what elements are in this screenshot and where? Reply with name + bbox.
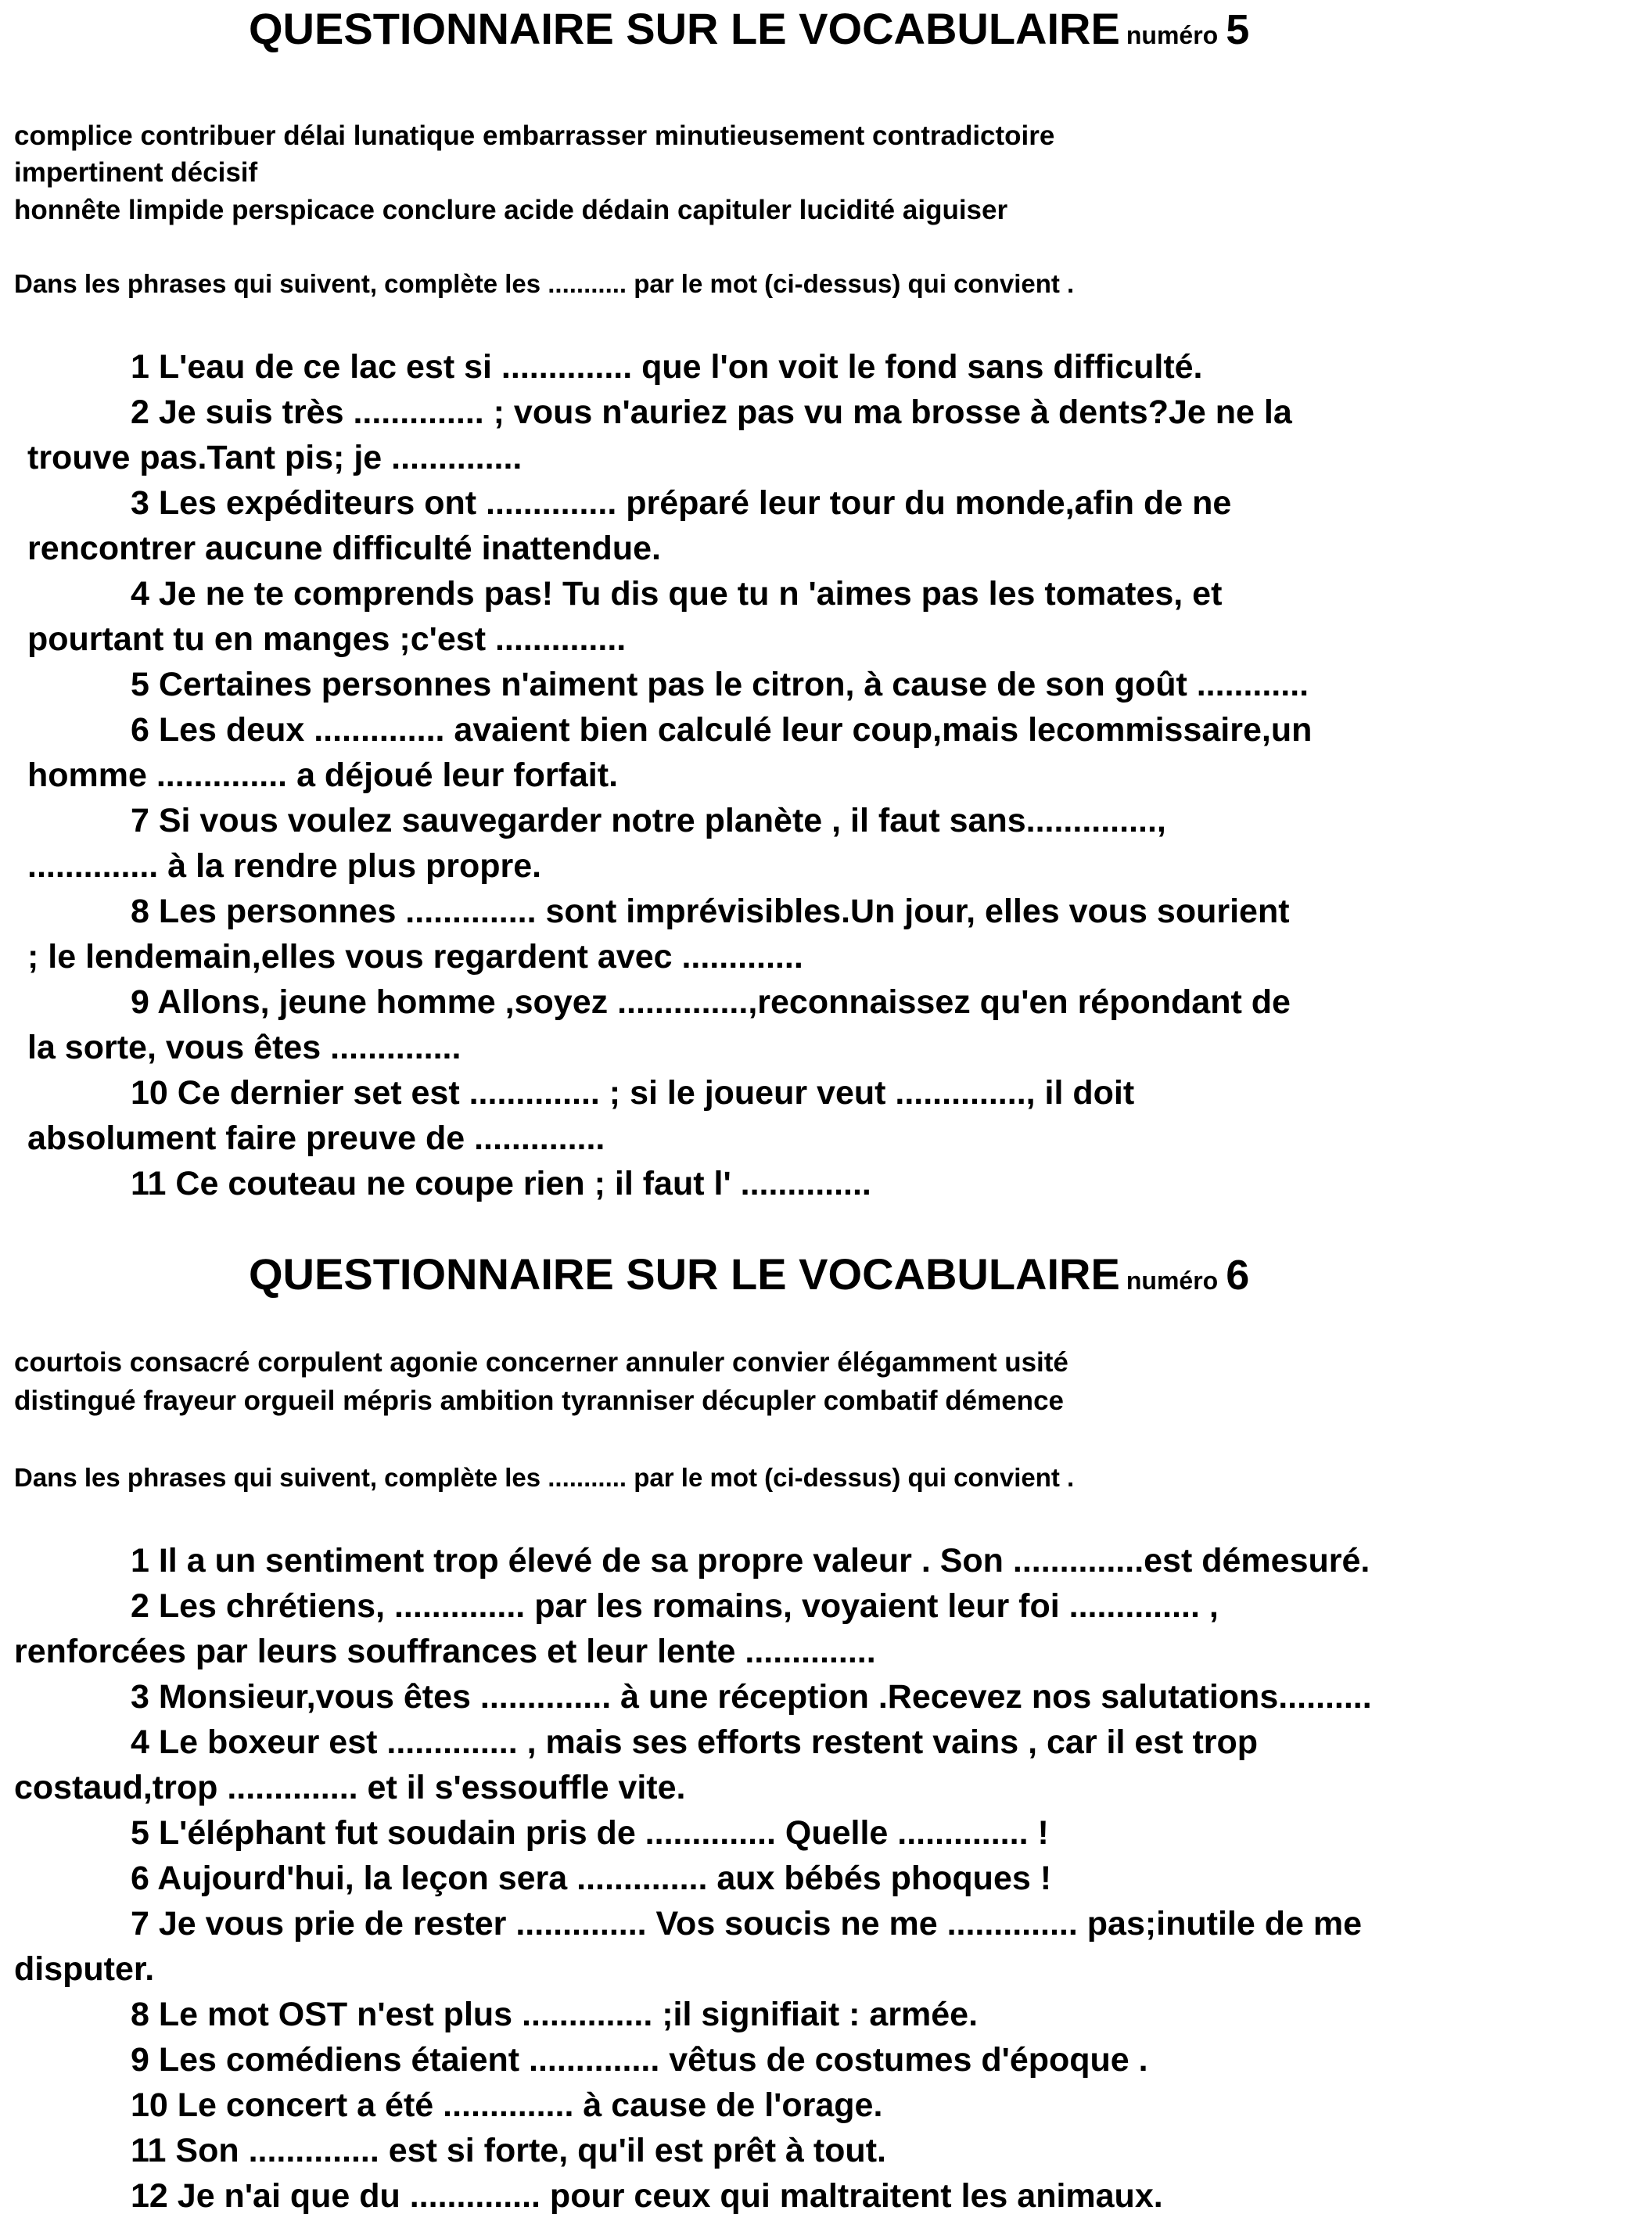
section5-question-line: homme .............. a déjoué leur forfait. <box>27 757 619 794</box>
section6-question-line: 1 Il a un sentiment trop élevé de sa propre valeur . Son ..............est démesuré. <box>131 1542 1370 1580</box>
section5-title <box>249 3 1249 54</box>
section6-word-line: courtois consacré corpulent agonie concerner annuler convier élégamment usité <box>14 1347 1068 1378</box>
section6-question-line: costaud,trop .............. et il s'essouffle vite. <box>14 1769 686 1806</box>
section6-question-line: 11 Son .............. est si forte, qu'il est prêt à tout. <box>131 2132 886 2169</box>
section6-question-line: 2 Les chrétiens, .............. par les romains, voyaient leur foi .............. , <box>131 1587 1219 1625</box>
section6-question-line: 5 L'éléphant fut soudain pris de .............. Quelle .............. ! <box>131 1814 1049 1852</box>
section5-question-line: 5 Certaines personnes n'aiment pas le citron, à cause de son goût ............ <box>131 666 1309 703</box>
section6-title-text: QUESTIONNAIRE SUR LE VOCABULAIRE <box>249 1249 1120 1299</box>
section6-word-line: distingué frayeur orgueil mépris ambition tyranniser décupler combatif démence <box>14 1385 1064 1416</box>
section5-question-line: 7 Si vous voulez sauvegarder notre planète , il faut sans.............., <box>131 802 1166 839</box>
section5-question-line: absolument faire preuve de .............. <box>27 1120 605 1157</box>
section6-title-small: numéro <box>1126 1267 1219 1295</box>
section5-word-line: impertinent décisif <box>14 157 258 188</box>
section5-question-line: trouve pas.Tant pis; je .............. <box>27 439 523 476</box>
section6-question-line: renforcées par leurs souffrances et leur lente .............. <box>14 1633 876 1670</box>
section5-word-line: honnête limpide perspicace conclure acide dédain capituler lucidité aiguiser <box>14 195 1008 225</box>
section6-question-line: 4 Le boxeur est .............. , mais ses efforts restent vains , car il est trop <box>131 1723 1259 1761</box>
section5-title-text: QUESTIONNAIRE SUR LE VOCABULAIRE <box>249 4 1120 53</box>
section6-question-line: 7 Je vous prie de rester .............. Vos soucis ne me .............. pas;inutile de me <box>131 1905 1363 1943</box>
section5-question-line: la sorte, vous êtes .............. <box>27 1029 461 1066</box>
section5-question-line: 6 Les deux .............. avaient bien calculé leur coup,mais lecommissaire,un <box>131 711 1313 749</box>
section6-question-line: 6 Aujourd'hui, la leçon sera .............. aux bébés phoques ! <box>131 1860 1052 1897</box>
section6-question-line: 3 Monsieur,vous êtes .............. à une réception .Recevez nos salutations.......... <box>131 1678 1372 1716</box>
section5-question-line: .............. à la rendre plus propre. <box>27 847 542 885</box>
section6-title-number: 6 <box>1226 1252 1250 1299</box>
section6-question-line: 10 Le concert a été .............. à cause de l'orage. <box>131 2086 883 2124</box>
section5-question-line: 2 Je suis très .............. ; vous n'auriez pas vu ma brosse à dents?Je ne la <box>131 394 1292 431</box>
section5-question-line: 11 Ce couteau ne coupe rien ; il faut l' .............. <box>131 1165 871 1202</box>
section5-question-line: pourtant tu en manges ;c'est .............. <box>27 620 627 658</box>
section5-word-line: complice contribuer délai lunatique embarrasser minutieusement contradictoire <box>14 120 1055 151</box>
section5-question-line: 1 L'eau de ce lac est si .............. que l'on voit le fond sans difficulté. <box>131 348 1203 386</box>
section5-question-line: 4 Je ne te comprends pas! Tu dis que tu n 'aimes pas les tomates, et <box>131 575 1223 613</box>
section5-question-line: 10 Ce dernier set est .............. ; si le joueur veut .............., il doit <box>131 1074 1135 1112</box>
section5-question-line: 8 Les personnes .............. sont imprévisibles.Un jour, elles vous sourient <box>131 893 1290 930</box>
section6-question-line: 12 Je n'ai que du .............. pour ceux qui maltraitent les animaux. <box>131 2177 1163 2215</box>
section6-question-line: 9 Les comédiens étaient .............. vêtus de costumes d'époque . <box>131 2041 1148 2079</box>
section5-question-line: ; le lendemain,elles vous regardent avec ............. <box>27 938 803 976</box>
section5-question-line: 3 Les expéditeurs ont .............. préparé leur tour du monde,afin de ne <box>131 484 1232 522</box>
section5-question-line: rencontrer aucune difficulté inattendue. <box>27 530 661 567</box>
section5-instruction: Dans les phrases qui suivent, complète les ........... par le mot (ci-dessus) qui convient . <box>14 269 1075 298</box>
section6-question-line: disputer. <box>14 1950 155 1988</box>
section6-title <box>249 1249 1249 1299</box>
section5-question-line: 9 Allons, jeune homme ,soyez ..............,reconnaissez qu'en répondant de <box>131 983 1291 1021</box>
section6-instruction: Dans les phrases qui suivent, complète les ........... par le mot (ci-dessus) qui convient . <box>14 1463 1075 1492</box>
section5-title-number: 5 <box>1226 6 1250 53</box>
section5-title-small: numéro <box>1126 21 1219 49</box>
section6-question-line: 8 Le mot OST n'est plus .............. ;il signifiait : armée. <box>131 1996 979 2033</box>
